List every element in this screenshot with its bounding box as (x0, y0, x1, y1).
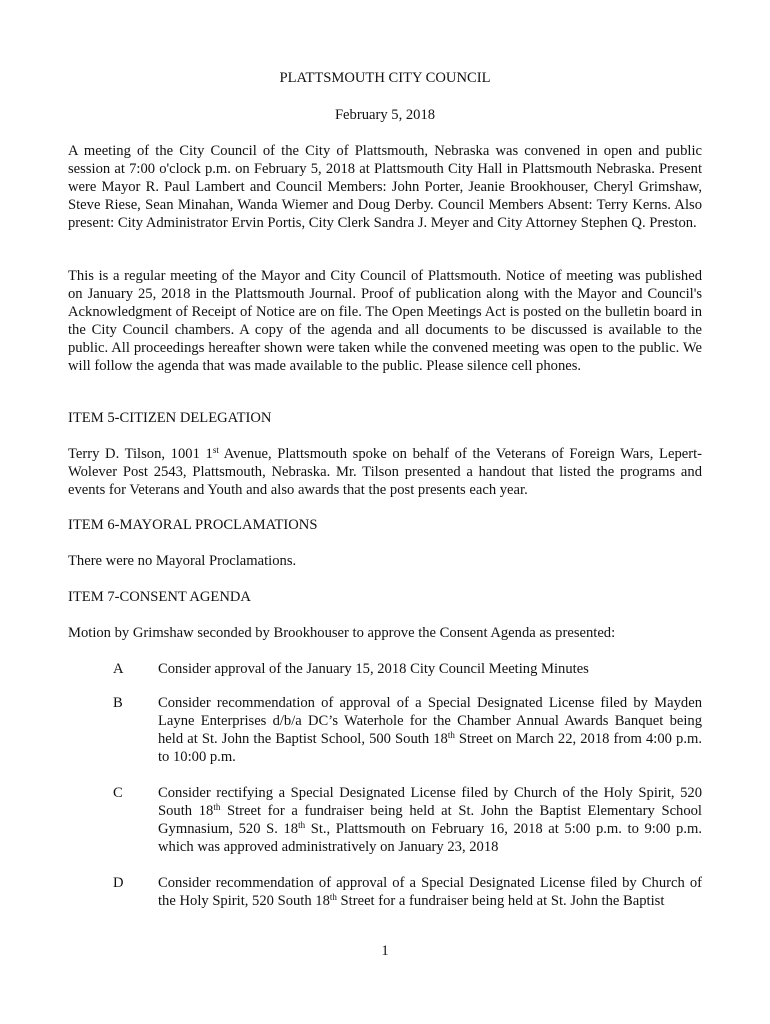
document-page (68, 0, 702, 1024)
consent-item-letter: C (113, 785, 123, 801)
item5-heading: ITEM 5-CITIZEN DELEGATION (68, 410, 272, 426)
item5-text-a: Terry D. Tilson, 1001 1 (68, 446, 213, 462)
item7-motion: Motion by Grimshaw seconded by Brookhouser to approve the Consent Agenda as presented: (68, 625, 616, 641)
consent-item-text-b: Street for a fundraiser being held at St. John the Baptist Elementary School Gymnasium, 520 S. 18 (158, 803, 702, 837)
item5-paragraph (68, 445, 702, 499)
consent-item-text-b: Street on March 22, 2018 from 4:00 p.m. to 10:00 p.m. (158, 731, 702, 765)
consent-item-letter: D (113, 875, 124, 891)
item5-text-b: Avenue, Plattsmouth spoke on behalf of the Veterans of Foreign Wars, Lepert-Wolever Post 2543, Plattsmouth, Nebraska. Mr. Tilson presented a handout that listed the programs and events for Veterans and Youth and also awards that the post presents each year. (68, 446, 703, 498)
consent-item-sup: th (298, 820, 306, 830)
consent-item-letter: A (113, 661, 124, 677)
item5-sup: st (212, 445, 219, 455)
consent-item-text-a: Consider recommendation of approval of a Special Designated License filed by Mayden Layne Enterprises d/b/a DC’s Waterhole for the Chamber Annual Awards Banquet being held at St. John the Baptist School, 500 South 18 (158, 695, 702, 747)
document-title: PLATTSMOUTH CITY COUNCIL (279, 70, 491, 86)
item6-text: There were no Mayoral Proclamations. (68, 553, 297, 569)
consent-item-letter: B (113, 695, 123, 711)
consent-item-text-a: Consider recommendation of approval of a Special Designated License filed by Church of the Holy Spirit, 520 South 18 (158, 875, 702, 909)
meeting-date: February 5, 2018 (334, 107, 436, 123)
consent-item-sup: th (213, 802, 221, 812)
consent-item-sup: th (447, 730, 455, 740)
consent-item-text-a: Consider approval of the January 15, 2018 City Council Meeting Minutes (158, 661, 589, 677)
consent-item-text-b: Street for a fundraiser being held at St. John the Baptist (336, 893, 665, 909)
consent-item-text (158, 874, 702, 910)
page-number: 1 (381, 943, 389, 959)
item7-heading: ITEM 7-CONSENT AGENDA (68, 589, 251, 605)
consent-item-text (158, 660, 702, 678)
notice-paragraph: This is a regular meeting of the Mayor and City Council of Plattsmouth. Notice of meeting was published on January 25, 2018 in the Plattsmouth Journal. Proof of publication along with the Mayor and Council's Acknowledgment of Receipt of Notice are on file. The Open Meetings Act is posted on the bulletin board in the City Council chambers. A copy of the agenda and all documents to be discussed is available to the public. All proceedings hereafter shown were taken while the convened meeting was open to the public. We will follow the agenda that was made available to the public. Please silence cell phones. (68, 268, 702, 374)
consent-item-text (158, 694, 702, 766)
consent-item-text-a: Consider rectifying a Special Designated License filed by Church of the Holy Spirit, 520 South 18 (158, 785, 702, 819)
consent-item-text (158, 784, 702, 856)
item6-heading: ITEM 6-MAYORAL PROCLAMATIONS (68, 517, 318, 533)
consent-item-sup: th (329, 892, 337, 902)
consent-item-text-c: St., Plattsmouth on February 16, 2018 at 5:00 p.m. to 9:00 p.m. which was approved administratively on January 23, 2018 (158, 821, 702, 855)
opening-paragraph: A meeting of the City Council of the City of Plattsmouth, Nebraska was convened in open and public session at 7:00 o'clock p.m. on February 5, 2018 at Plattsmouth City Hall in Plattsmouth Nebraska. Present were Mayor R. Paul Lambert and Council Members: John Porter, Jeanie Brookhouser, Cheryl Grimshaw, Steve Riese, Sean Minahan, Wanda Wiemer and Doug Derby. Council Members Absent: Terry Kerns. Also present: City Administrator Ervin Portis, City Clerk Sandra J. Meyer and City Attorney Stephen Q. Preston. (68, 143, 702, 231)
